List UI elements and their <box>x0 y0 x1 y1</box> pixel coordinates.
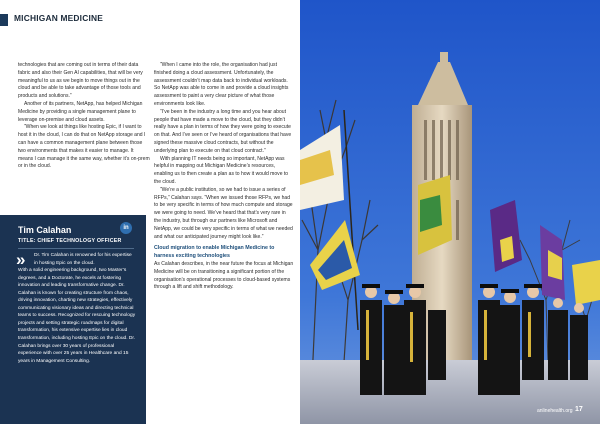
paragraph: Another of its partners, NetApp, has helped Michigan Medicine by providing a single management plane to leverage on-premise and cloud assets. <box>18 100 143 123</box>
linkedin-icon[interactable]: in <box>120 222 132 234</box>
paragraph: As Calahan describes, in the near future the focus at Michigan Medicine will be on transitioning a significant portion of the organisation’s operational processes to cloud-based systems through a lift and shift methodology. <box>154 260 294 291</box>
profile-box <box>0 215 146 424</box>
profile-bio <box>18 252 136 365</box>
page-header <box>0 0 300 40</box>
profile-role: TITLE: CHIEF TECHNOLOGY OFFICER <box>18 238 122 244</box>
quote-chevron-icon: » <box>16 250 26 269</box>
bio-lead: Dr. Tim Calahan is renowned for his expertise in hosting Epic on the cloud. <box>34 253 132 266</box>
paragraph: “When I came into the role, the organisation had just finished doing a cloud assessment. Unfortunately, the assessment couldn’t map data back to individual workloads. So NetApp was able to come in and provide a cloud insights assessment to paint a very clear picture of what those environments look like. <box>154 62 289 107</box>
paragraph: With planning IT needs being so important, NetApp was helpful in mapping out Michigan Medicine’s resources, enabling us to then create a plan as to how it would move to the cloud. <box>154 155 289 185</box>
bio-text: With a solid engineering background, two Master’s degrees, and a Doctorate, he excels at fostering innovation and leading transformative change. Dr. Calahan is known for creating structure from chaos, driving innovation, charting new strategies, effectively communicating visionary ideas and directing technical teams to success. Recognized for rescuing technology projects and setting strategic roadmaps for digital transformation, his extensive expertise lies in cloud transformation, including hosting Epic on the cloud. Dr. Calahan brings over 30 years of professional experience with over 25 years in Healthcare and 15 years in Management Consulting. <box>18 268 136 364</box>
footer-url[interactable]: anlinehealth.org <box>537 408 573 414</box>
text-column-left <box>18 62 150 171</box>
profile-name: Tim Calahan <box>18 225 72 235</box>
paragraph: “I’ve been in the industry a long time and you hear about people that have made a move to the cloud, but they didn’t really have a plan in terms of how they were going to execute on that. And I’ve seen or I’ve heard of organisations that have signed these massive cloud contracts, but without the underlying plan to execute on that cloud contract.” <box>154 108 292 154</box>
header-accent-bar <box>0 14 8 26</box>
paragraph: technologies that are coming out in terms of their data fabric and also their Gen AI capabilities, that will be very meaningful to us as we begin to move things out in the cloud and be able to take advantage of those tools and products and solutions.” <box>18 62 143 100</box>
text-column-right <box>154 62 294 292</box>
hero-photo <box>300 0 600 424</box>
paragraph: “We’re a public institution, so we had to issue a series of RFPs,” Calahan says. “When we issued those RFPs, we had to be very specific in terms of how much compute and storage we were going to need. We’ve heard that that’s very rare in the industry, but through our partners like Microsoft and NetApp, we could be very specific in terms of what we needed and what our anticipated journey might look like.” <box>154 186 293 240</box>
section-title: MICHIGAN MEDICINE <box>14 13 104 23</box>
subheading: Cloud migration to enable Michigan Medicine to harness exciting technologies <box>154 245 275 260</box>
graduation-tower-illustration <box>300 0 600 424</box>
divider <box>18 248 134 249</box>
paragraph: “When we look at things like hosting Epic, if I want to host it in the cloud, I can do that on NetApp storage and I can have a common management plane between those two environments that makes it easier to manage. It means I can manage it the same way, whether it’s on-prem or in the cloud. <box>18 124 150 170</box>
page-number: 17 <box>575 406 583 413</box>
